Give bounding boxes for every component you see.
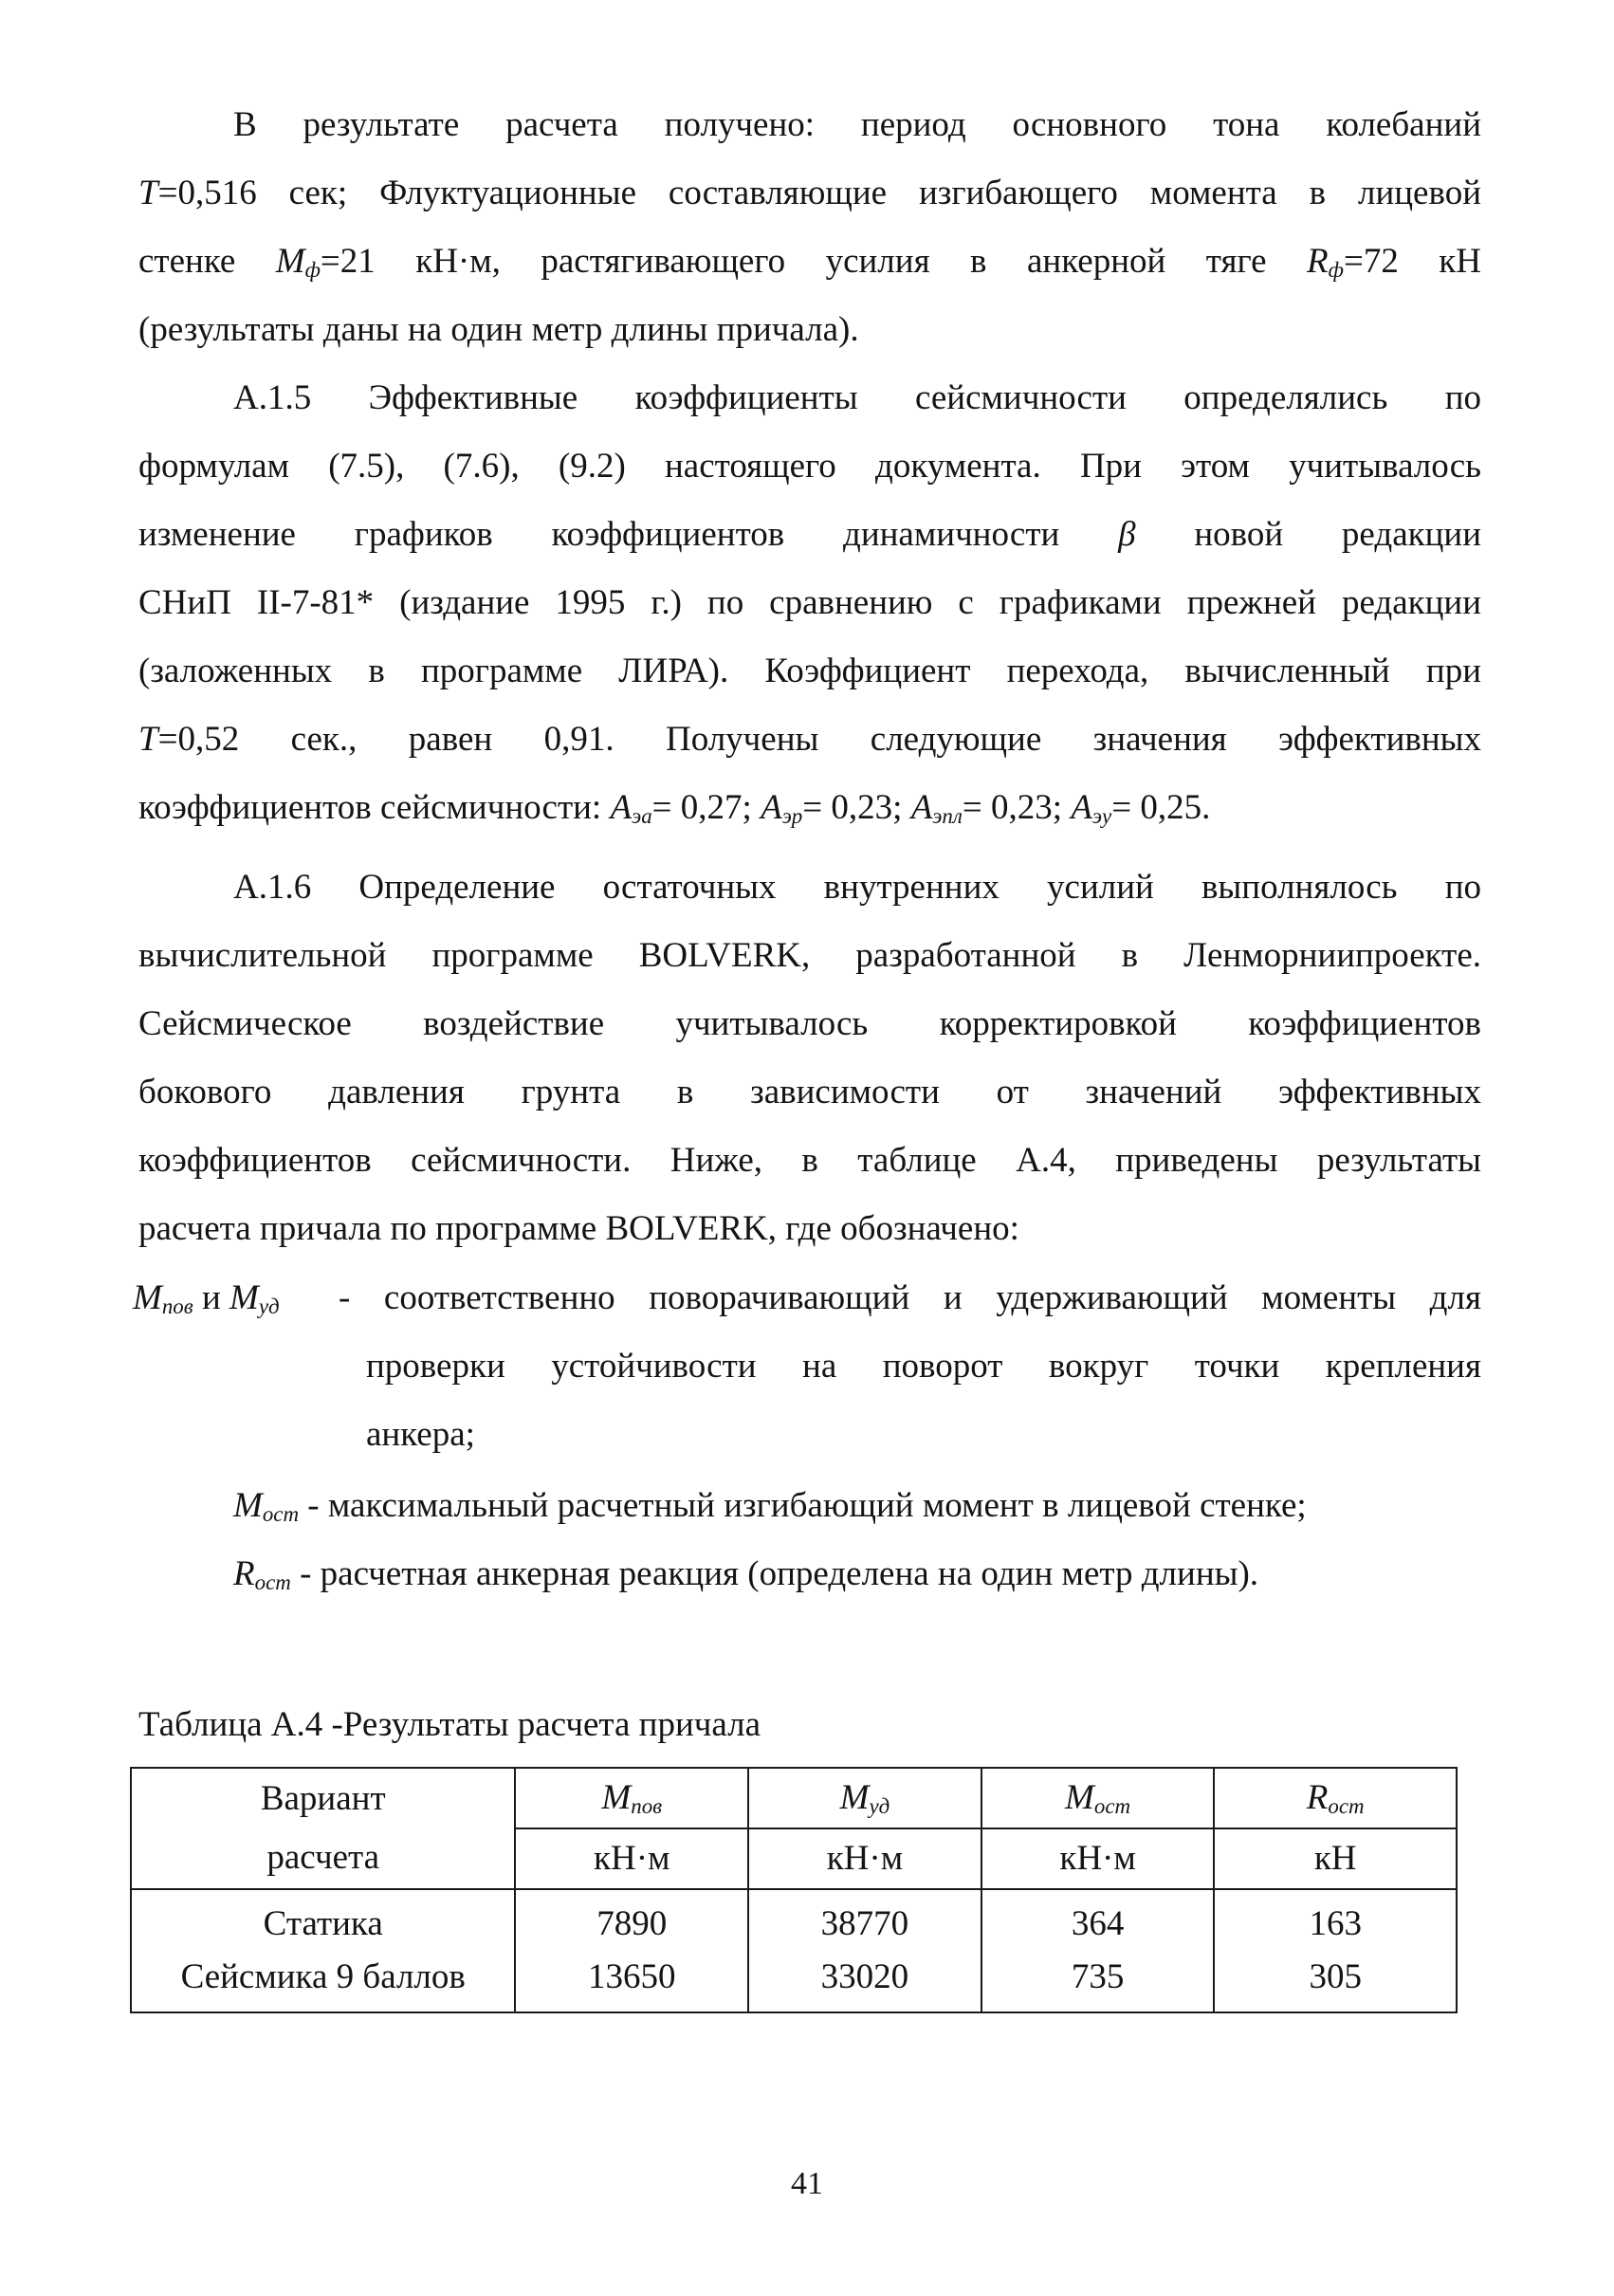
table-cell-r-ost: 163 305 <box>1214 1889 1457 2012</box>
unit-m-ost: кН·м <box>981 1828 1215 1889</box>
unit-r-ost: кН <box>1214 1828 1457 1889</box>
table-cell-m-ud: 38770 33020 <box>748 1889 981 2012</box>
table-cell-m-ost: 364 735 <box>981 1889 1215 2012</box>
results-table <box>130 1767 1458 2013</box>
para2-line1: А.1.5 Эффективные коэффициенты сейсмичности определялись по <box>233 378 1481 417</box>
header-m-pov: $M_{пов}$ <box>515 1768 748 1828</box>
para1-line3: стенке $M_ф=21$ кН·м, растягивающего усилия в анкерной тяге $R_ф=72$ кН <box>138 242 1481 282</box>
page-number: 41 <box>791 2166 823 2201</box>
header-m-ost: $M_{ост}$ <box>981 1768 1215 1828</box>
def2: $M_{ост}$ - максимальный расчетный изгибающий момент в лицевой стенке; <box>233 1486 1307 1526</box>
para2-line6: T=0,52 сек., равен 0,91. Получены следующие значения эффективных <box>138 720 1481 759</box>
para1-line4: (результаты даны на один метр длины причала). <box>138 310 859 349</box>
para3-line5: коэффициентов сейсмичности. Ниже, в таблице А.4, приведены результаты <box>138 1141 1481 1180</box>
unit-m-ud: кН·м <box>748 1828 981 1889</box>
header-variant: Вариант расчета <box>131 1768 515 1889</box>
para3-line6: расчета причала по программе BOLVERK, где обозначено: <box>138 1209 1019 1248</box>
def3: $R_{ост}$ - расчетная анкерная реакция (определена на один метр длины). <box>233 1554 1259 1594</box>
def1-line2: проверки устойчивости на поворот вокруг точки крепления <box>366 1347 1481 1386</box>
table-cell-variants <box>131 1889 515 2012</box>
table-row-name: Статика <box>263 1904 383 1943</box>
para2-line7: коэффициентов сейсмичности: $A_{эа}= 0,27$; $A_{эр}= 0,23$; $A_{эпл}= 0,23$; $A_{эу}= 0,25$. <box>138 788 1211 828</box>
table-row-name: Сейсмика 9 баллов <box>180 1957 466 1996</box>
table-body <box>131 1889 1457 2012</box>
para3-line2: вычислительной программе BOLVERK, разработанной в Ленморниипроекте. <box>138 936 1481 975</box>
def-term-m-pov-m-ud: $M_{пов}$ и $M_{уд}$ <box>133 1278 280 1318</box>
def1-line3: анкера; <box>366 1415 475 1454</box>
table-header-row-symbols <box>131 1768 1457 1828</box>
para2-line2: формулам (7.5), (7.6), (9.2) настоящего документа. При этом учитывалось <box>138 447 1481 486</box>
header-m-ud: $M_{уд}$ <box>748 1768 981 1828</box>
para2-line5: (заложенных в программе ЛИРА). Коэффициент перехода, вычисленный при <box>138 652 1481 690</box>
def1-line1: - соответственно поворачивающий и удерживающий моменты для <box>339 1278 1481 1317</box>
para1-line1: В результате расчета получено: период основного тона колебаний <box>233 105 1481 144</box>
header-r-ost: $R_{ост}$ <box>1214 1768 1457 1828</box>
para2-line3: изменение графиков коэффициентов динамичности β новой редакции <box>138 515 1481 554</box>
para3-line4: бокового давления грунта в зависимости от значений эффективных <box>138 1073 1481 1111</box>
unit-m-pov: кН·м <box>515 1828 748 1889</box>
para1-line2: T=0,516 сек; Флуктуационные составляющие изгибающего момента в лицевой <box>138 174 1481 212</box>
para2-line4: СНиП II-7-81* (издание 1995 г.) по сравнению с графиками прежней редакции <box>138 583 1481 622</box>
para3-line3: Сейсмическое воздействие учитывалось корректировкой коэффициентов <box>138 1004 1481 1043</box>
table-caption: Таблица А.4 -Результаты расчета причала <box>138 1705 761 1744</box>
table-cell-m-pov: 7890 13650 <box>515 1889 748 2012</box>
para3-line1: А.1.6 Определение остаточных внутренних усилий выполнялось по <box>233 868 1481 907</box>
